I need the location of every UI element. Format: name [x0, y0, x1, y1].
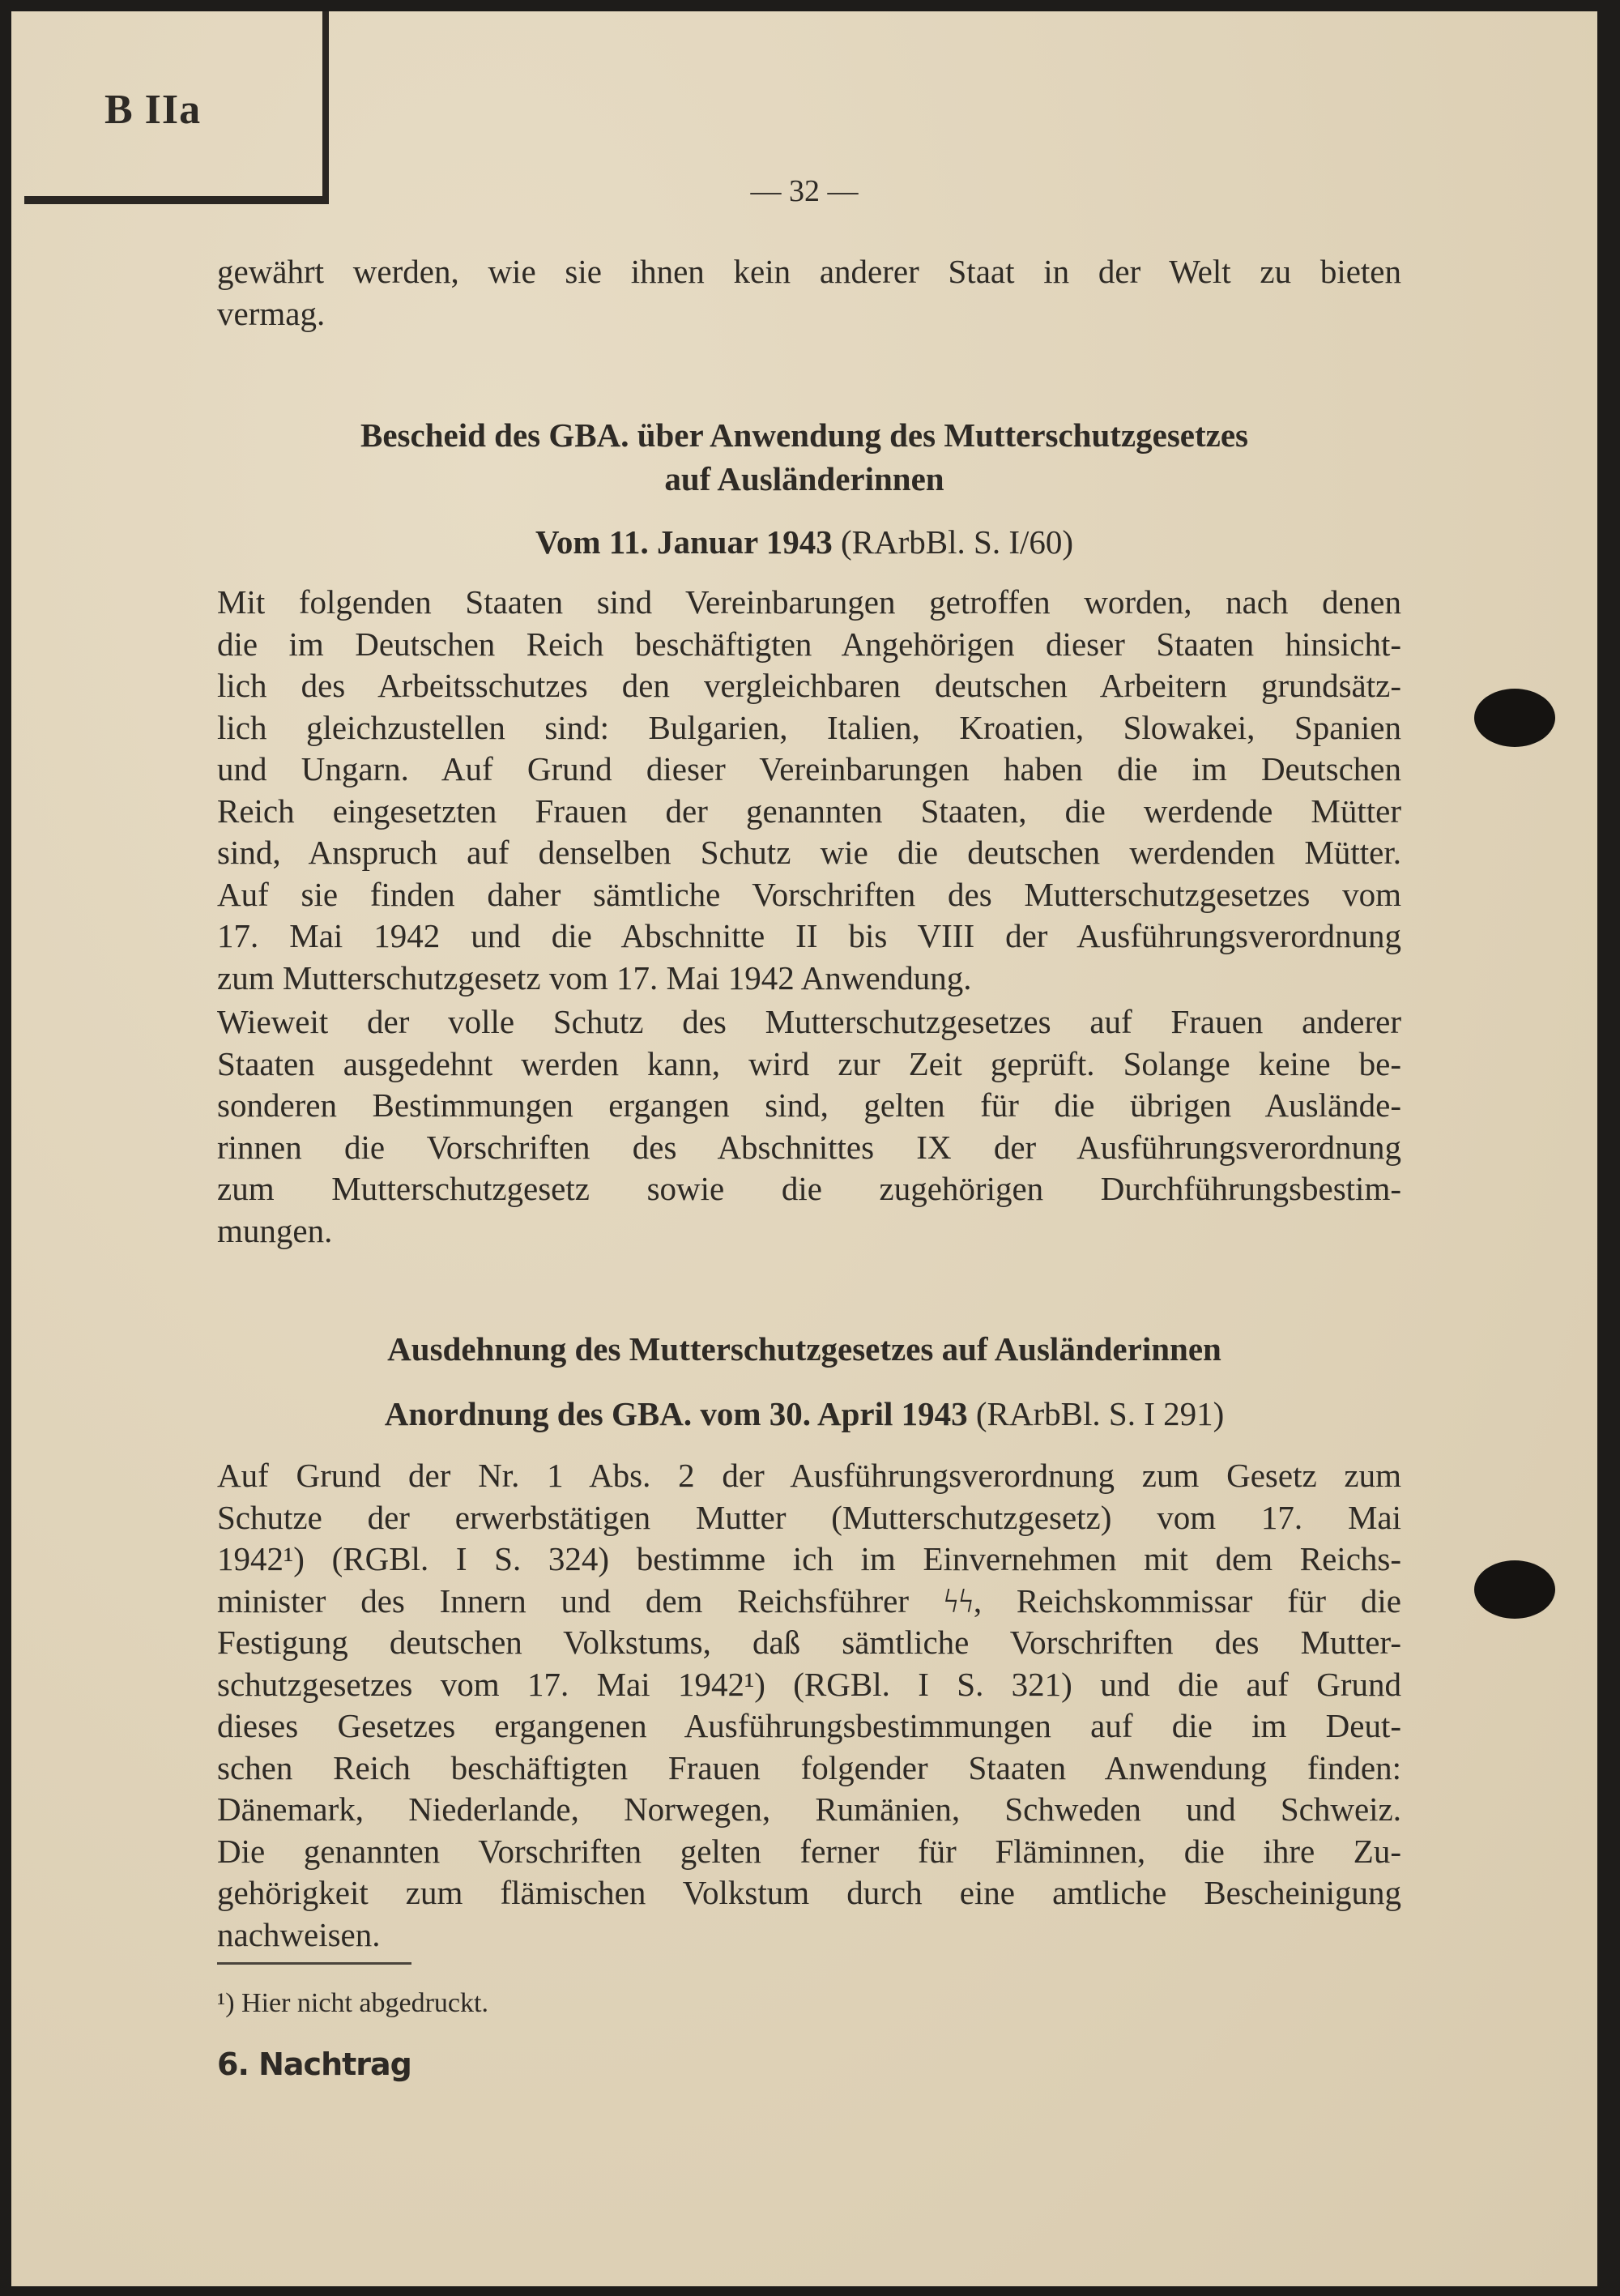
- text-line: 17. Mai 1942 und die Abschnitte II bis VIII der Ausführungsverordnung: [217, 917, 1401, 954]
- text-line: zum Mutterschutzgesetz sowie die zugehörigen Durchführungsbestim-: [217, 1170, 1401, 1207]
- text-line: Die genannten Vorschriften gelten ferner für Fläminnen, die ihre Zu-: [217, 1832, 1401, 1870]
- text-line: Dänemark, Niederlande, Norwegen, Rumänien, Schweden und Schweiz.: [217, 1790, 1401, 1828]
- punch-hole-top: [1474, 689, 1555, 747]
- punch-hole-bottom: [1474, 1560, 1555, 1619]
- text-line: schen Reich beschäftigten Frauen folgender Staaten Anwendung finden:: [217, 1748, 1401, 1786]
- text-line: lich gleichzustellen sind: Bulgarien, Italien, Kroatien, Slowakei, Spanien: [217, 708, 1401, 746]
- text-line: Reich eingesetzten Frauen der genannten Staaten, die werdende Mütter: [217, 792, 1401, 830]
- text-line: gehörigkeit zum flämischen Volkstum durch eine amtliche Bescheinigung: [217, 1874, 1401, 1911]
- text-line: Auf Grund der Nr. 1 Abs. 2 der Ausführungsverordnung zum Gesetz zum: [217, 1457, 1401, 1494]
- section1-title-line2: auf Ausländerinnen: [664, 460, 944, 497]
- text-line: lich des Arbeitsschutzes den vergleichbaren deutschen Arbeitern grundsätz-: [217, 667, 1401, 704]
- section-tab-label: B IIa: [104, 87, 202, 133]
- text-line: sonderen Bestimmungen ergangen sind, gelten für die übrigen Auslände-: [217, 1086, 1401, 1124]
- text-line: Mit folgenden Staaten sind Vereinbarungen getroffen worden, nach denen: [217, 583, 1401, 621]
- section2-date-main: Anordnung des GBA. vom 30. April 1943: [384, 1395, 968, 1432]
- text-line: Staaten ausgedehnt werden kann, wird zur Zeit geprüft. Solange keine be-: [217, 1044, 1401, 1082]
- supplement-label: 6. Nachtrag: [217, 2046, 411, 2082]
- document-page: [11, 11, 1597, 2286]
- text-line: Auf sie finden daher sämtliche Vorschriften des Mutterschutzgesetzes vom: [217, 875, 1401, 913]
- page-number: — 32 —: [750, 174, 859, 208]
- section1-date-reference: (RArbBl. S. I/60): [841, 523, 1074, 561]
- text-line: gewährt werden, wie sie ihnen kein anderer Staat in der Welt zu bieten: [217, 253, 1401, 290]
- section2-title: Ausdehnung des Mutterschutzgesetzes auf Ausländerinnen: [387, 1330, 1221, 1368]
- text-line: Schutze der erwerbstätigen Mutter (Mutterschutzgesetz) vom 17. Mai: [217, 1498, 1401, 1536]
- footnote-separator: [217, 1962, 411, 1965]
- section1-date-main: Vom 11. Januar 1943: [535, 523, 833, 561]
- footnote: ¹) Hier nicht abgedruckt.: [217, 1988, 488, 2018]
- text-line: und Ungarn. Auf Grund dieser Vereinbarungen haben die im Deutschen: [217, 750, 1401, 787]
- text-line: minister des Innern und dem Reichsführer ϟϟ, Reichskommissar für die: [217, 1581, 1401, 1620]
- text-line: nachweisen.: [217, 1915, 381, 1953]
- text-line: sind, Anspruch auf denselben Schutz wie die deutschen werdenden Mütter.: [217, 834, 1401, 871]
- section1-date: [11, 522, 1597, 562]
- text-line: Festigung deutschen Volkstums, daß sämtliche Vorschriften des Mutter-: [217, 1624, 1401, 1661]
- text-line: zum Mutterschutzgesetz vom 17. Mai 1942 Anwendung.: [217, 958, 972, 996]
- text-line: 1942¹) (RGBl. I S. 324) bestimme ich im Einvernehmen mit dem Reichs-: [217, 1540, 1401, 1577]
- section2-date-reference: (RArbBl. S. I 291): [975, 1395, 1225, 1432]
- text-line: vermag.: [217, 294, 326, 332]
- text-line: die im Deutschen Reich beschäftigten Angehörigen dieser Staaten hinsicht-: [217, 625, 1401, 663]
- text-line: rinnen die Vorschriften des Abschnittes IX der Ausführungsverordnung: [217, 1128, 1401, 1166]
- section1-title: Bescheid des GBA. über Anwendung des Mutterschutzgesetzes: [360, 416, 1248, 454]
- text-line: schutzgesetzes vom 17. Mai 1942¹) (RGBl. I S. 321) und die auf Grund: [217, 1665, 1401, 1703]
- text-line: Wieweit der volle Schutz des Mutterschutzgesetzes auf Frauen anderer: [217, 1003, 1401, 1040]
- text-line: dieses Gesetzes ergangenen Ausführungsbestimmungen auf die im Deut-: [217, 1707, 1401, 1744]
- text-line: mungen.: [217, 1211, 333, 1249]
- section2-date: [11, 1393, 1597, 1434]
